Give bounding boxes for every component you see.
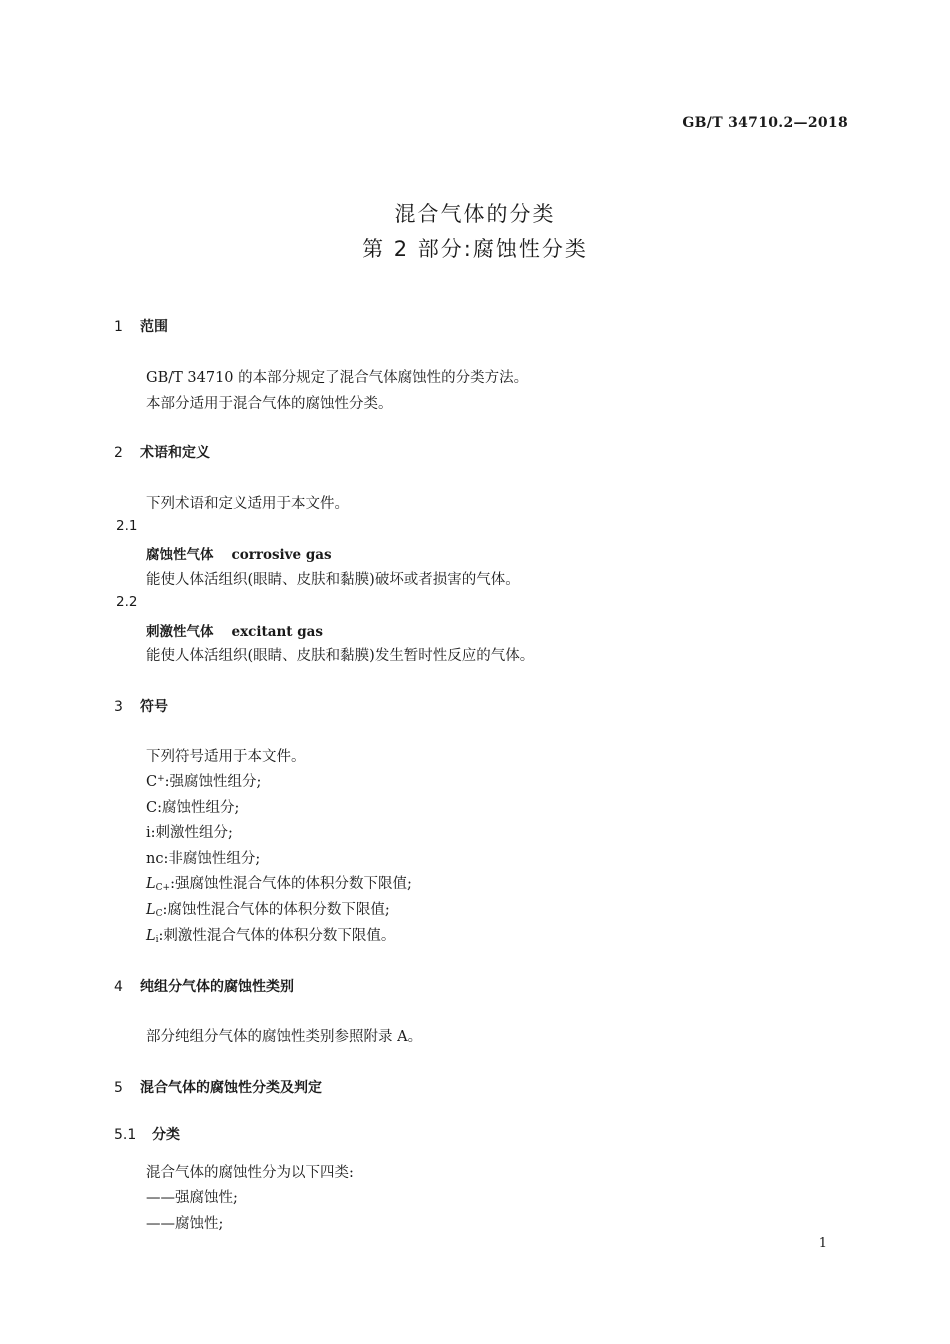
section-3-heading [114, 696, 168, 716]
term-number: 2.2 [116, 594, 138, 610]
section-5-heading [114, 1077, 322, 1097]
term-heading [146, 620, 323, 640]
section-title: 纯组分气体的腐蚀性类别 [140, 979, 294, 995]
section-title: 分类 [152, 1127, 180, 1143]
section-2-heading [114, 442, 210, 462]
standard-number: GB/T 34710.2—2018 [682, 115, 848, 131]
section-number: 4 [114, 979, 123, 995]
symbol-description: :强腐蚀性混合气体的体积分数下限值; [170, 876, 412, 892]
symbol-lc [146, 898, 390, 919]
symbol-i [146, 821, 233, 842]
section-number: 5.1 [114, 1127, 137, 1143]
section-title: 混合气体的腐蚀性分类及判定 [140, 1080, 322, 1096]
section-1-paragraph-2: 本部分适用于混合气体的腐蚀性分类。 [146, 396, 393, 412]
symbol: C [146, 774, 158, 790]
subsection-5-1-intro: 混合气体的腐蚀性分为以下四类: [146, 1165, 354, 1181]
symbol: i [146, 825, 151, 841]
section-1-paragraph-1: GB/T 34710 的本部分规定了混合气体腐蚀性的分类方法。 [146, 370, 529, 386]
section-title: 术语和定义 [140, 445, 210, 461]
symbol-c-plus [146, 770, 261, 791]
section-4-paragraph: 部分纯组分气体的腐蚀性类别参照附录 A。 [146, 1029, 423, 1045]
term-number: 2.1 [116, 518, 138, 534]
symbol-description: :刺激性组分; [150, 825, 233, 841]
section-number: 5 [114, 1080, 123, 1096]
term-zh: 刺激性气体 [146, 624, 214, 640]
page-number: 1 [818, 1236, 827, 1251]
symbol: L [146, 876, 156, 892]
section-4-heading [114, 976, 294, 996]
symbol-li [146, 924, 395, 945]
term-definition: 能使人体活组织(眼睛、皮肤和黏膜)破坏或者损害的气体。 [146, 572, 520, 588]
symbol-description: :强腐蚀性组分; [164, 774, 262, 790]
document-subtitle: 第 2 部分:腐蚀性分类 [362, 237, 588, 261]
symbol: nc [146, 851, 164, 867]
section-number: 1 [114, 319, 123, 335]
symbol-description: :刺激性混合气体的体积分数下限值。 [158, 928, 396, 944]
term-definition: 能使人体活组织(眼睛、皮肤和黏膜)发生暂时性反应的气体。 [146, 648, 535, 664]
symbol-c [146, 796, 239, 817]
section-1-heading [114, 316, 168, 336]
section-title: 符号 [140, 699, 168, 715]
symbol-nc [146, 847, 260, 868]
section-2-intro: 下列术语和定义适用于本文件。 [146, 496, 349, 512]
term-zh: 腐蚀性气体 [146, 547, 214, 563]
symbol: C [146, 800, 158, 816]
section-number: 3 [114, 699, 123, 715]
section-3-intro: 下列符号适用于本文件。 [146, 749, 306, 765]
symbol: L [146, 928, 156, 944]
section-title: 范围 [140, 319, 168, 335]
document-title: 混合气体的分类 [394, 202, 556, 226]
list-item: ——腐蚀性; [146, 1216, 224, 1232]
symbol-description: :腐蚀性组分; [157, 800, 240, 816]
symbol-description: :非腐蚀性组分; [163, 851, 261, 867]
symbol-subscript: C [155, 909, 163, 919]
section-number: 2 [114, 445, 123, 461]
subsection-5-1-heading [114, 1124, 180, 1144]
list-item: ——强腐蚀性; [146, 1190, 238, 1206]
symbol-superscript: + [157, 774, 165, 784]
term-en: corrosive gas [231, 547, 332, 563]
symbol-description: :腐蚀性混合气体的体积分数下限值; [162, 902, 390, 918]
term-en: excitant gas [231, 624, 324, 640]
symbol-subscript: C+ [155, 883, 171, 893]
term-heading [146, 543, 332, 563]
symbol: L [146, 902, 156, 918]
symbol-lc-plus [146, 872, 412, 893]
symbol-subscript: i [155, 935, 159, 945]
